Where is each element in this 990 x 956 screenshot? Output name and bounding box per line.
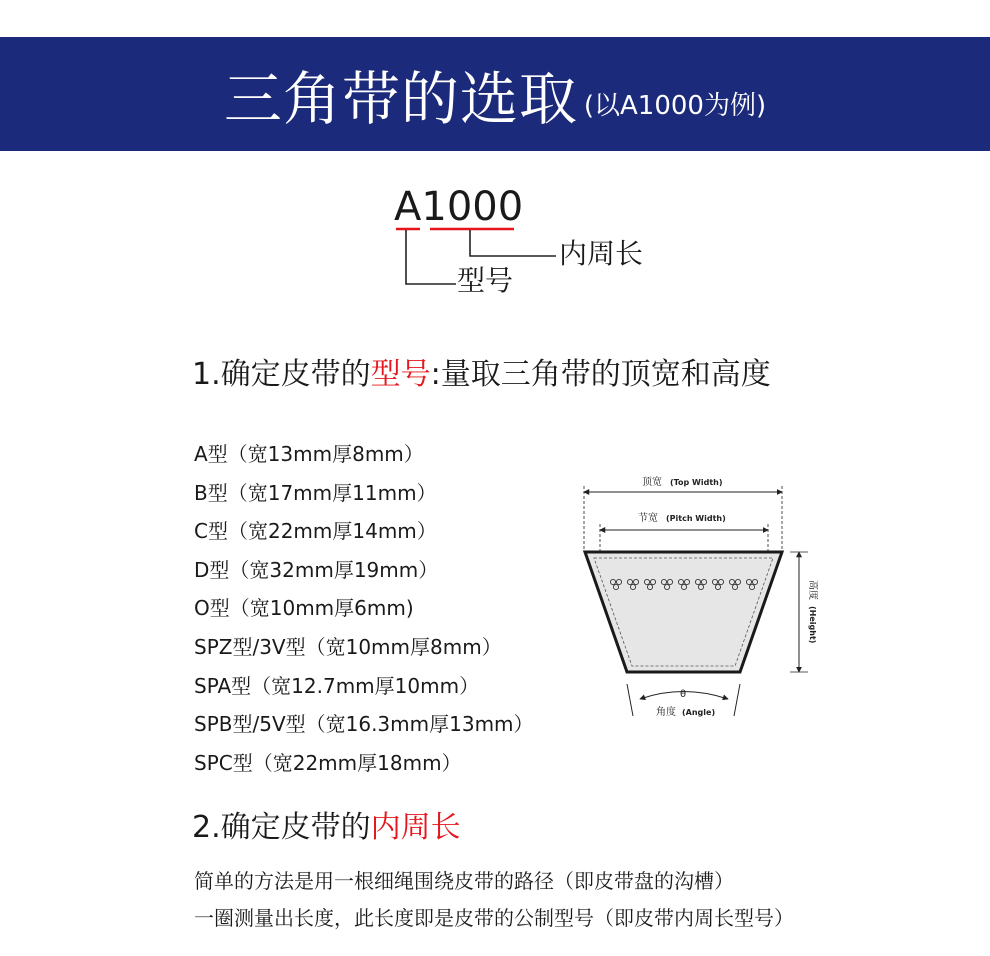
belt-cross-section-diagram <box>578 470 818 725</box>
spec-item: SPC型（宽22mm厚18mm） <box>194 750 462 775</box>
type-leader-line <box>406 230 456 284</box>
spec-item: A型（宽13mm厚8mm） <box>194 442 424 466</box>
step1-heading <box>192 355 771 395</box>
height-label-en: (Height) <box>808 606 817 644</box>
step1-highlight: 型号 <box>370 357 431 392</box>
spec-item: SPB型/5V型（宽16.3mm厚13mm） <box>194 712 534 737</box>
title-banner <box>0 37 990 151</box>
angle-symbol: θ <box>680 689 687 700</box>
step2-prefix: 2.确定皮带的 <box>192 810 371 845</box>
angle-label-cn: 角度 <box>656 707 676 718</box>
banner-subtitle: (以A1000为例) <box>583 90 767 121</box>
spec-item: C型（宽22mm厚14mm） <box>194 519 437 544</box>
step1-prefix: 1.确定皮带的 <box>192 357 371 392</box>
type-label: 型号 <box>457 264 514 297</box>
top-width-label-en: (Top Width) <box>670 478 723 487</box>
spec-item: O型（宽10mm厚6mm) <box>194 596 414 621</box>
belt-section-shape <box>585 552 782 672</box>
model-code: A1000 <box>394 184 524 230</box>
top-width-label-cn: 顶宽 <box>642 477 662 488</box>
spec-item: SPZ型/3V型（宽10mm厚8mm） <box>194 634 502 659</box>
pitch-width-label-en: (Pitch Width) <box>666 514 726 523</box>
inner-length-label: 内周长 <box>559 237 644 270</box>
belt-spec-list <box>194 440 534 787</box>
angle-label-en: (Angle) <box>682 708 716 717</box>
spec-item: SPA型（宽12.7mm厚10mm） <box>194 673 480 698</box>
spec-item: B型（宽17mm厚11mm） <box>194 480 437 505</box>
description-line: 一圈测量出长度，此长度即是皮带的公制型号（即皮带内周长型号） <box>194 906 794 930</box>
angle-leg-left <box>627 684 633 716</box>
length-leader-line <box>470 230 556 256</box>
step2-highlight: 内周长 <box>370 810 461 845</box>
spec-item: D型（宽32mm厚19mm） <box>194 557 439 582</box>
height-label-cn: 高度 <box>807 580 818 600</box>
description-line: 简单的方法是用一根细绳围绕皮带的路径（即皮带盘的沟槽） <box>194 869 734 893</box>
step1-suffix: :量取三角带的顶宽和高度 <box>430 357 771 392</box>
pitch-width-label-cn: 节宽 <box>638 513 658 524</box>
angle-leg-right <box>734 684 740 716</box>
banner-title: 三角带的选取 <box>223 65 578 133</box>
step2-heading <box>192 808 461 848</box>
